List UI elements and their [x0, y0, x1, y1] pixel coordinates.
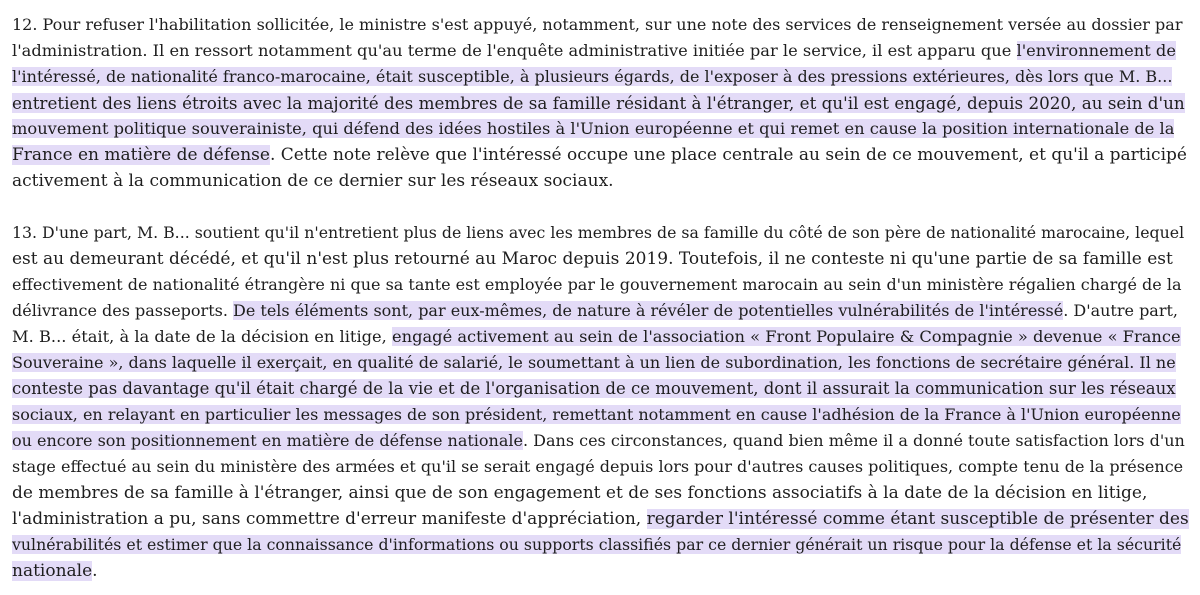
text-line	[12, 350, 1190, 376]
highlighted-text[interactable]: mouvement politique souverainiste, qui défend des idées hostiles à l'Union européenne et qui remet en cause la position internationale de la	[12, 119, 1175, 138]
text-line	[12, 142, 1190, 168]
body-text[interactable]: .	[92, 561, 98, 581]
body-text[interactable]: activement à la communication de ce dernier sur les réseaux sociaux.	[12, 171, 614, 191]
highlighted-text[interactable]: Souveraine », dans laquelle il exerçait, en qualité de salarié, le soumettant à un lien de subordination, les fonctions de secrétaire général. Il ne	[12, 353, 1176, 372]
text-line	[12, 376, 1190, 402]
text-line	[12, 506, 1190, 532]
text-line	[12, 12, 1190, 38]
body-text[interactable]: l'administration a pu, sans commettre d'erreur manifeste d'appréciation,	[12, 509, 647, 529]
body-text[interactable]: . Cette note relève que l'intéressé occupe une place centrale au sein de ce mouvement, et qu'il a participé	[269, 145, 1187, 165]
body-text[interactable]: 12. Pour refuser l'habilitation sollicitée, le ministre s'est appuyé, notamment, sur une note des services de renseignement versée au dossier par	[12, 15, 1183, 34]
highlighted-text[interactable]: vulnérabilités et estimer que la connaissance d'informations ou supports classifiés par ce dernier générait un risque pour la défense et la sécurité	[12, 535, 1182, 554]
highlighted-text[interactable]: France en matière de défense	[12, 145, 270, 165]
highlighted-text[interactable]: regarder l'intéressé comme étant susceptible de présenter des	[646, 509, 1189, 529]
text-line	[12, 324, 1190, 350]
text-line	[12, 428, 1190, 454]
paragraph-p13	[12, 220, 1190, 584]
text-line	[12, 168, 1190, 194]
text-line	[12, 246, 1190, 272]
text-line	[12, 116, 1190, 142]
highlighted-text[interactable]: l'environnement de	[1016, 41, 1176, 60]
text-line	[12, 298, 1190, 324]
highlighted-text[interactable]: engagé activement au sein de l'association « Front Populaire & Compagnie » devenue « France	[392, 327, 1181, 346]
text-line	[12, 220, 1190, 246]
body-text[interactable]: 13. D'une part, M. B... soutient qu'il n'entretient plus de liens avec les membres de sa famille du côté de son père de nationalité marocaine, lequel	[12, 223, 1185, 242]
highlighted-text[interactable]: nationale	[12, 561, 93, 581]
body-text[interactable]: M. B... était, à la date de la décision en litige,	[12, 327, 392, 346]
highlighted-text[interactable]: l'intéressé, de nationalité franco-marocaine, était susceptible, à plusieurs égards, de l'exposer à des pressions extérieures, dès lors que M. B...	[12, 67, 1173, 86]
text-line	[12, 480, 1190, 506]
highlighted-text[interactable]: entretient des liens étroits avec la majorité des membres de sa famille résidant à l'étranger, et qu'il est engagé, depuis 2020, au sein d'un	[12, 93, 1185, 113]
body-text[interactable]: délivrance des passeports.	[12, 301, 234, 320]
text-line	[12, 532, 1190, 558]
highlighted-text[interactable]: sociaux, en relayant en particulier les messages de son président, remettant notamment en cause l'adhésion de la France à l'Union européenne	[12, 405, 1181, 424]
body-text[interactable]: stage effectué au sein du ministère des armées et qu'il se serait engagé depuis lors pour d'autres causes politiques, compte tenu de la présence	[12, 457, 1184, 476]
text-line	[12, 558, 1190, 584]
body-text[interactable]: effectivement de nationalité étrangère ni que sa tante est employée par le gouvernement marocain au sein d'un ministère régalien chargé de la	[12, 275, 1182, 294]
paragraph-p12	[12, 12, 1190, 194]
highlighted-text[interactable]: ou encore son positionnement en matière de défense nationale	[12, 431, 523, 450]
paragraph-gap	[12, 194, 1190, 220]
text-line	[12, 64, 1190, 90]
text-line	[12, 90, 1190, 116]
body-text[interactable]: de membres de sa famille à l'étranger, ainsi que de son engagement et de ses fonctions associatifs à la date de la décision en litige,	[12, 483, 1148, 503]
highlighted-text[interactable]: conteste pas davantage qu'il était chargé de la vie et de l'organisation de ce mouvement, dont il assurait la communication sur les réseaux	[12, 379, 1176, 398]
body-text[interactable]: est au demeurant décédé, et qu'il n'est plus retourné au Maroc depuis 2019. Toutefois, il ne conteste ni qu'une partie de sa famille est	[12, 249, 1173, 269]
text-line	[12, 38, 1190, 64]
highlighted-text[interactable]: De tels éléments sont, par eux-mêmes, de nature à révéler de potentielles vulnérabilités de l'intéressé	[233, 301, 1064, 320]
body-text[interactable]: . D'autre part,	[1063, 301, 1179, 320]
text-line	[12, 272, 1190, 298]
body-text[interactable]: l'administration. Il en ressort notamment qu'au terme de l'enquête administrative initiée par le service, il est apparu que	[12, 41, 1017, 60]
text-line	[12, 454, 1190, 480]
text-line	[12, 402, 1190, 428]
body-text[interactable]: . Dans ces circonstances, quand bien même il a donné toute satisfaction lors d'un	[522, 431, 1185, 450]
